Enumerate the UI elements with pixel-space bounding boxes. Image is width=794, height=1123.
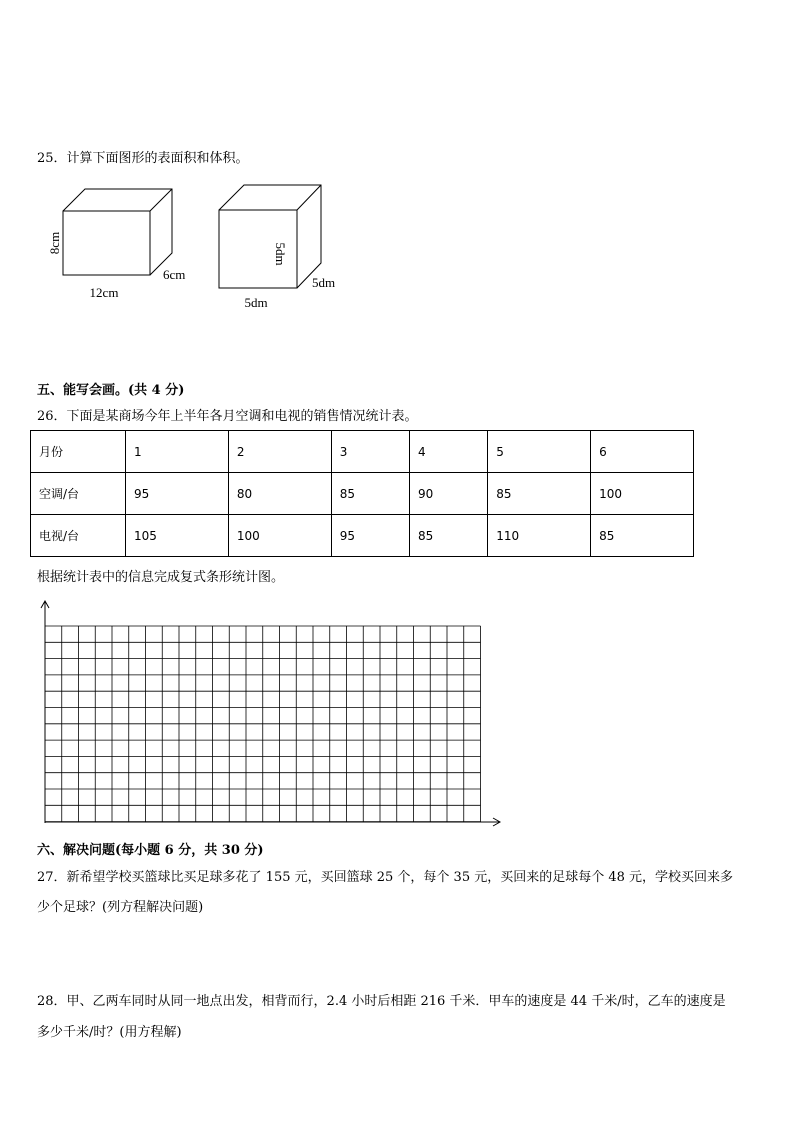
table-cell: 6 bbox=[591, 431, 694, 473]
cube-width-label: 5dm bbox=[244, 295, 268, 310]
q26-instruction: 根据统计表中的信息完成复式条形统计图。 bbox=[37, 570, 285, 585]
q26-text: 26．下面是某商场今年上半年各月空调和电视的销售情况统计表。 bbox=[37, 409, 418, 424]
cuboid-depth-label: 6cm bbox=[163, 267, 186, 282]
cube-depth-label: 5dm bbox=[312, 275, 336, 290]
table-cell: 80 bbox=[228, 473, 331, 515]
sales-table bbox=[30, 430, 694, 557]
table-cell: 85 bbox=[331, 473, 409, 515]
blank-graph-grid bbox=[0, 595, 520, 835]
section6-title: 六、解决问题(每小题 6 分，共 30 分) bbox=[37, 843, 264, 858]
cuboid-length-label: 12cm bbox=[89, 285, 119, 300]
table-cell: 3 bbox=[331, 431, 409, 473]
cuboid-figure bbox=[63, 189, 172, 275]
table-row bbox=[31, 473, 694, 515]
q27-line1: 27．新希望学校买篮球比买足球多花了 155 元，买回篮球 25 个，每个 35 元，买回来的足球每个 48 元，学校买回来多 bbox=[37, 870, 734, 885]
table-cell: 电视/台 bbox=[31, 515, 126, 557]
table-cell: 90 bbox=[409, 473, 487, 515]
table-cell: 95 bbox=[331, 515, 409, 557]
table-cell: 85 bbox=[409, 515, 487, 557]
q28-line2: 多少千米/时？(用方程解) bbox=[37, 1025, 182, 1040]
table-cell: 月份 bbox=[31, 431, 126, 473]
table-row bbox=[31, 515, 694, 557]
q25-figures bbox=[0, 0, 794, 330]
cuboid-height-label: 8cm bbox=[47, 231, 62, 255]
table-cell: 85 bbox=[488, 473, 591, 515]
q27-line2: 少个足球？(列方程解决问题) bbox=[37, 900, 204, 915]
table-cell: 100 bbox=[591, 473, 694, 515]
table-cell: 5 bbox=[488, 431, 591, 473]
table-cell: 4 bbox=[409, 431, 487, 473]
table-cell: 85 bbox=[591, 515, 694, 557]
cube-figure bbox=[219, 185, 321, 288]
table-cell: 105 bbox=[126, 515, 229, 557]
table-cell: 2 bbox=[228, 431, 331, 473]
table-cell: 95 bbox=[126, 473, 229, 515]
table-cell: 100 bbox=[228, 515, 331, 557]
table-cell: 110 bbox=[488, 515, 591, 557]
graph-axes bbox=[41, 601, 500, 826]
q25-text: 25．计算下面图形的表面积和体积。 bbox=[37, 151, 249, 166]
section5-title: 五、能写会画。(共 4 分) bbox=[37, 383, 185, 398]
grid-lines bbox=[45, 626, 481, 822]
table-row bbox=[31, 431, 694, 473]
table-cell: 空调/台 bbox=[31, 473, 126, 515]
table-cell: 1 bbox=[126, 431, 229, 473]
q28-line1: 28．甲、乙两车同时从同一地点出发，相背而行，2.4 小时后相距 216 千米．甲车的速度是 44 千米/时，乙车的速度是 bbox=[37, 994, 726, 1009]
cube-height-label: 5dm bbox=[273, 242, 288, 266]
